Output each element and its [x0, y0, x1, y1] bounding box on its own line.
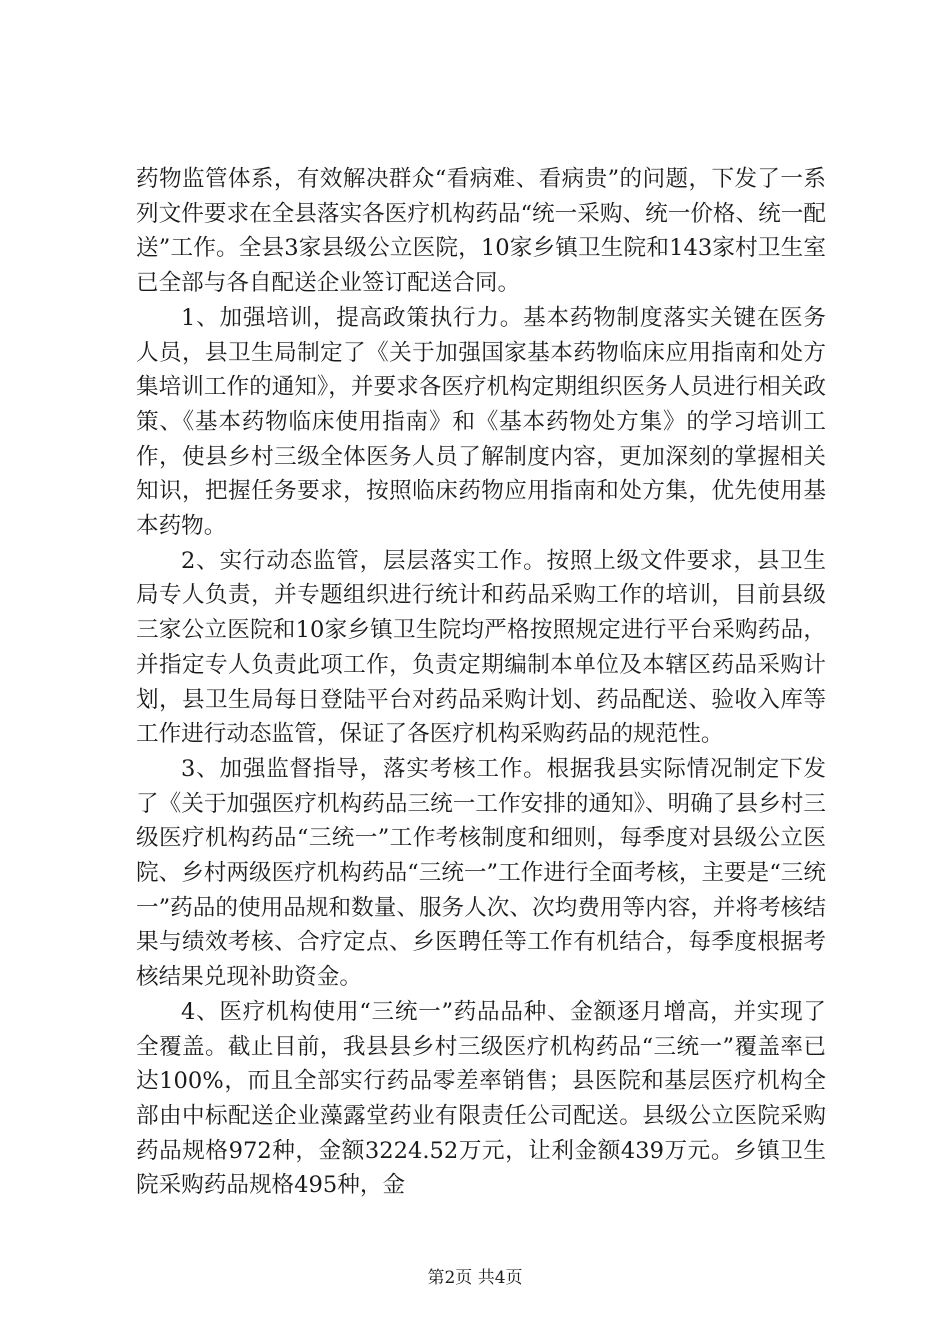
- paragraph-item-2: 2、实行动态监管，层层落实工作。按照上级文件要求，县卫生局专人负责，并专题组织进行统计和药品采购工作的培训，目前县级三家公立医院和10家乡镇卫生院均严格按照规定进行平台采购药品，并指定专人负责此项工作，负责定期编制本单位及本辖区药品采购计划，县卫生局每日登陆平台对药品采购计划、药品配送、验收入库等工作进行动态监管，保证了各医疗机构采购药品的规范性。: [136, 547, 826, 748]
- paragraph-intro: 药物监管体系，有效解决群众“看病难、看病贵”的问题，下发了一系列文件要求在全县落实各医疗机构药品“统一采购、统一价格、统一配送”工作。全县3家县级公立医院，10家乡镇卫生院和143家村卫生室已全部与各自配送企业签订配送合同。: [136, 166, 826, 297]
- paragraph-item-4: 4、医疗机构使用“三统一”药品品种、金额逐月增高，并实现了全覆盖。截止目前，我县县乡村三级医疗机构药品“三统一”覆盖率已达100%，而且全部实行药品零差率销售；县医院和基层医疗机构全部由中标配送企业藻露堂药业有限责任公司配送。县级公立医院采购药品规格972种，金额3224.52万元，让利金额439万元。乡镇卫生院采购药品规格495种，金: [136, 998, 826, 1199]
- paragraph-item-1: 1、加强培训，提高政策执行力。基本药物制度落实关键在医务人员，县卫生局制定了《关于加强国家基本药物临床应用指南和处方集培训工作的通知》，并要求各医疗机构定期组织医务人员进行相关政策、《基本药物临床使用指南》和《基本药物处方集》的学习培训工作，使县乡村三级全体医务人员了解制度内容，更加深刻的掌握相关知识，把握任务要求，按照临床药物应用指南和处方集，优先使用基本药物。: [136, 304, 826, 540]
- page-number-label: 第2页 共4页: [427, 1268, 523, 1288]
- paragraph-item-3: 3、加强监督指导，落实考核工作。根据我县实际情况制定下发了《关于加强医疗机构药品三统一工作安排的通知》、明确了县乡村三级医疗机构药品“三统一”工作考核制度和细则，每季度对县级公立医院、乡村两级医疗机构药品“三统一”工作进行全面考核，主要是“三统一”药品的使用品规和数量、服务人次、次均费用等内容，并将考核结果与绩效考核、合疗定点、乡医聘任等工作有机结合，每季度根据考核结果兑现补助资金。: [136, 755, 826, 991]
- document-body: [136, 162, 826, 1203]
- page-footer: [0, 1267, 950, 1289]
